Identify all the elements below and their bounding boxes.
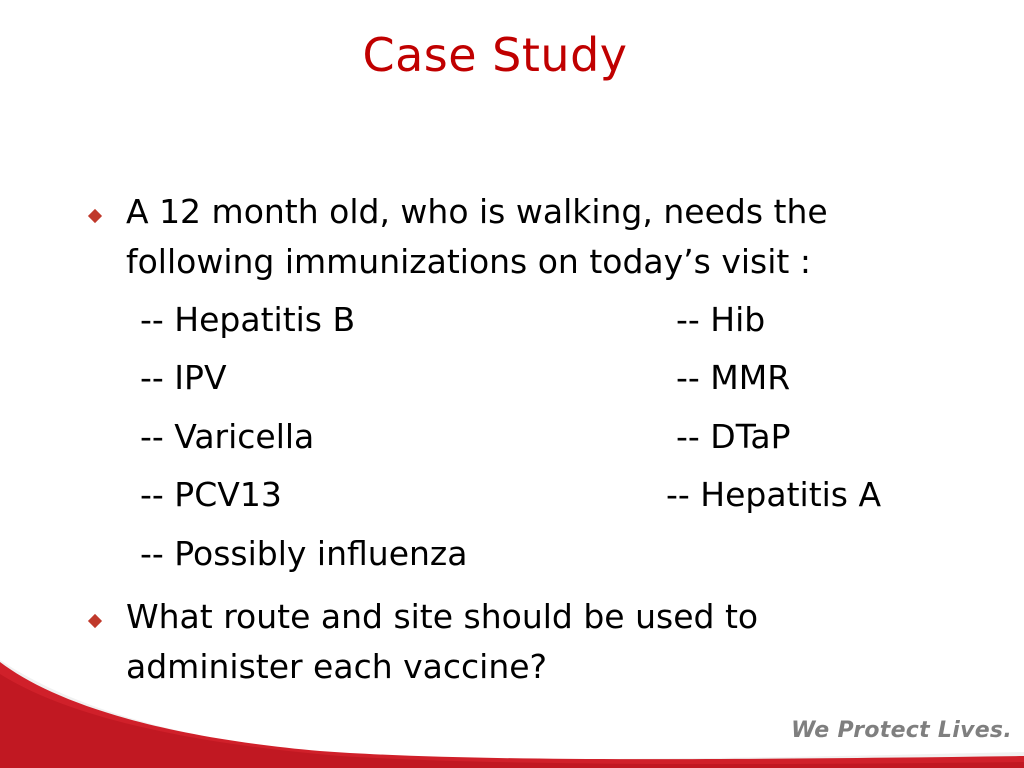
bullet-1-line-2: following immunizations on today’s visit : xyxy=(126,242,811,281)
vaccine-item: -- DTaP xyxy=(676,417,791,456)
vaccine-item: -- Hepatitis B xyxy=(140,300,356,339)
bullet-2-line-1: What route and site should be used to xyxy=(126,597,759,636)
vaccine-item: -- PCV13 xyxy=(140,475,282,514)
vaccine-item: -- Possibly influenza xyxy=(140,534,468,573)
footer-tagline: We Protect Lives. xyxy=(791,718,1012,743)
vaccine-item: -- Varicella xyxy=(140,417,315,456)
vaccine-item: -- Hepatitis A xyxy=(666,475,882,514)
slide-title: Case Study xyxy=(362,28,628,82)
vaccine-item: -- Hib xyxy=(676,300,766,339)
bullet-1-line-1: A 12 month old, who is walking, needs the xyxy=(126,192,828,231)
bullet-2-line-2: administer each vaccine? xyxy=(126,647,548,686)
vaccine-item: -- MMR xyxy=(676,358,791,397)
vaccine-item: -- IPV xyxy=(140,358,227,397)
